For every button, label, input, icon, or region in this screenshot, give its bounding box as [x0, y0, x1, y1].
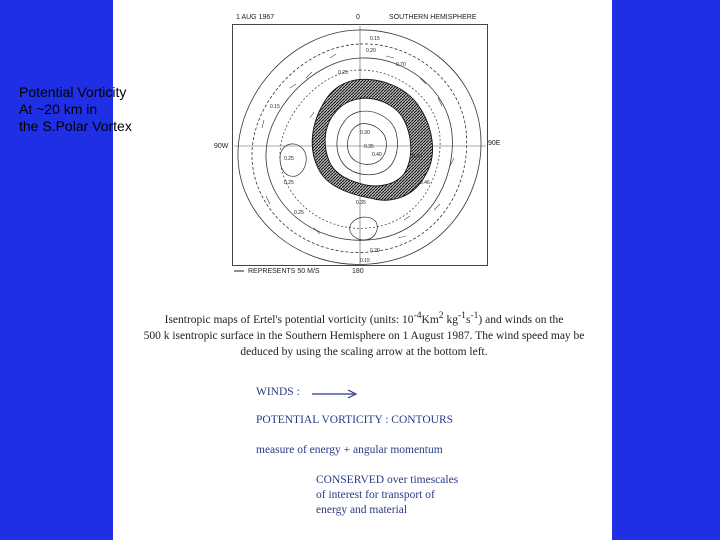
legend-measure: measure of energy + angular momentum	[256, 444, 443, 456]
left-blue-band	[0, 0, 113, 540]
contour-label: 0.35	[356, 200, 366, 206]
conserved-line: of interest for transport of	[316, 489, 435, 501]
contour-label: 0.20	[366, 48, 376, 54]
contour-label: 0.15	[360, 258, 370, 264]
pv-contour-map	[210, 8, 510, 283]
side-caption	[19, 84, 179, 135]
map-bottom-longitude: 180	[352, 268, 364, 275]
legend-winds: WINDS :	[256, 386, 300, 398]
contour-label: 0.35	[364, 144, 374, 150]
contour-bottom-low	[350, 217, 378, 240]
caption-line-2: 500 k isentropic surface in the Southern Hemisphere on 1 August 1987. The wind speed may be	[143, 329, 585, 342]
contour-label: 0.25	[284, 156, 294, 162]
legend-conserved	[316, 473, 458, 518]
map-top-longitude: 0	[356, 14, 360, 21]
conserved-line: CONSERVED over timescales	[316, 474, 459, 486]
contour-label: 0.25	[284, 180, 294, 186]
caption-line-3: deduced by using the scaling arrow at the bottom left.	[240, 345, 488, 358]
map-hemisphere: SOUTHERN HEMISPHERE	[389, 14, 477, 21]
caption-line-1: Isentropic maps of Ertel's potential vorticity (units: $10^{-4}Km^2$ $kg^{-1}s^{-1}$) and winds on the	[164, 310, 564, 326]
side-caption-line: the S.Polar Vortex	[19, 118, 132, 134]
wind-arrow-icon	[310, 388, 360, 400]
map-left-longitude: 90W	[214, 143, 229, 150]
contour-label: 0.25	[294, 210, 304, 216]
legend-pv: POTENTIAL VORTICITY : CONTOURS	[256, 414, 454, 426]
contour-2	[252, 44, 467, 253]
map-date: 1 AUG 1967	[236, 14, 275, 21]
contour-inner-1	[337, 111, 398, 175]
map-right-longitude: 90E	[488, 140, 501, 147]
contour-label: 0.40	[372, 152, 382, 158]
figure-caption	[128, 308, 600, 360]
contour-label: 0.15	[370, 36, 380, 42]
contour-outer	[238, 30, 481, 265]
contour-label: 0.30	[412, 154, 422, 160]
right-blue-band	[612, 0, 720, 540]
contour-label: 0.20	[370, 248, 380, 254]
contour-label: 0.46	[420, 180, 430, 186]
map-scale-label: REPRESENTS 50 M/S	[248, 268, 320, 275]
contour-label: 0.70	[396, 62, 406, 68]
contour-label: 0.15	[270, 104, 280, 110]
conserved-line: energy and material	[316, 504, 408, 516]
vortex-edge-hatched	[312, 79, 432, 200]
side-caption-line: At ~20 km in	[19, 101, 98, 117]
side-caption-line: Potential Vorticity	[19, 84, 127, 100]
contour-label: 0.30	[360, 130, 370, 136]
contour-label: 0.25	[338, 70, 348, 76]
